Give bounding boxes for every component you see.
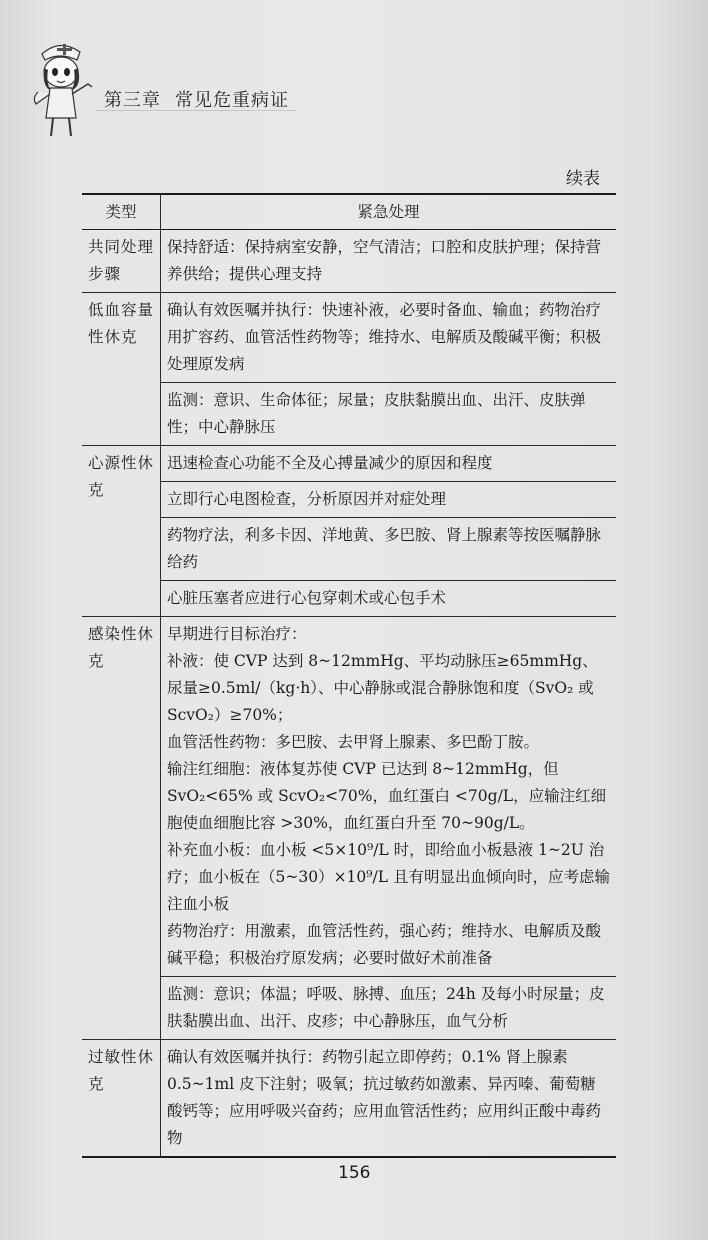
treatment-cell: [161, 293, 617, 383]
type-cell: 共同处理步骤: [82, 230, 161, 293]
treatment-cell: [161, 518, 617, 581]
header-treatment: 紧急处理: [161, 194, 617, 230]
treatment-cell: [161, 383, 617, 446]
treatment-cell: [161, 446, 617, 482]
treatment-text: 输注红细胞：液体复苏使 CVP 已达到 8~12mmHg，但 SvO₂<65% 或 ScvO₂<70%，血红蛋白 <70g/L，应输注红细胞使血细胞比容 >30%，血红蛋白升至 70~90g/L。: [167, 760, 607, 832]
treatment-text: 补充血小板：血小板 <5×10⁹/L 时，即给血小板悬液 1~2U 治疗；血小板在（5~30）×10⁹/L 且有明显出血倾向时，应考虑输注血小板: [167, 841, 610, 913]
table-row: [82, 230, 616, 293]
header-type: 类型: [82, 194, 161, 230]
treatment-text: 早期进行目标治疗：: [167, 625, 307, 643]
table-row: [82, 518, 616, 581]
table-row: [82, 977, 616, 1040]
treatment-cell: [161, 977, 617, 1040]
treatment-text: 确认有效医嘱并执行：快速补液，必要时备血、输血；药物治疗用扩容药、血管活性药物等；维持水、电解质及酸碱平衡；积极处理原发病: [167, 301, 602, 373]
table-row: [82, 446, 616, 482]
treatment-text: 监测：意识；体温；呼吸、脉搏、血压；24h 及每小时尿量；皮肤黏膜出血、出汗、皮疹；中心静脉压，血气分析: [167, 985, 605, 1030]
treatment-text: 药物疗法，利多卡因、洋地黄、多巴胺、肾上腺素等按医嘱静脉给药: [167, 526, 602, 571]
chapter-title: 常见危重病证: [175, 90, 289, 111]
treatment-text: 药物治疗：用激素，血管活性药，强心药；维持水、电解质及酸碱平稳；积极治疗原发病；必要时做好术前准备: [167, 922, 602, 967]
header-rule: [96, 110, 296, 111]
treatment-text: 立即行心电图检查，分析原因并对症处理: [167, 490, 447, 508]
table-row: [82, 383, 616, 446]
treatment-cell: [161, 230, 617, 293]
type-cell: 过敏性休克: [82, 1040, 161, 1158]
treatment-cell: [161, 617, 617, 977]
treatment-text: 迅速检查心功能不全及心搏量减少的原因和程度: [167, 454, 493, 472]
emergency-treatment-table: [82, 193, 616, 1158]
treatment-text: 心脏压塞者应进行心包穿刺术或心包手术: [167, 589, 447, 607]
nurse-mascot-icon: [22, 40, 100, 140]
treatment-text: 补液：使 CVP 达到 8~12mmHg、平均动脉压≥65mmHg、尿量≥0.5ml/（kg·h）、中心静脉或混合静脉饱和度（SvO₂ 或 ScvO₂）≥70%；: [167, 652, 598, 724]
table-row: [82, 293, 616, 383]
chapter-heading: [104, 86, 289, 112]
treatment-cell: [161, 1040, 617, 1158]
treatment-text: 血管活性药物：多巴胺、去甲肾上腺素、多巴酚丁胺。: [167, 733, 540, 751]
treatment-text: 监测：意识、生命体征；尿量；皮肤黏膜出血、出汗、皮肤弹性；中心静脉压: [167, 391, 586, 436]
table-row: [82, 581, 616, 617]
treatment-text: 保持舒适：保持病室安静，空气清洁；口腔和皮肤护理；保持营养供给；提供心理支持: [167, 238, 602, 283]
treatment-cell: [161, 482, 617, 518]
type-cell: 心源性休克: [82, 446, 161, 617]
continued-label: 续表: [566, 169, 600, 189]
treatment-text: 确认有效医嘱并执行：药物引起立即停药；0.1% 肾上腺素 0.5~1ml 皮下注射；吸氧；抗过敏药如激素、异丙嗪、葡萄糖酸钙等；应用呼吸兴奋药；应用血管活性药；应用纠正酸中毒药物: [167, 1048, 602, 1147]
type-cell: 感染性休克: [82, 617, 161, 1040]
table-header-row: [82, 194, 616, 230]
table-row: [82, 1040, 616, 1158]
type-cell: 低血容量性休克: [82, 293, 161, 446]
table-row: [82, 617, 616, 977]
table-row: [82, 482, 616, 518]
treatment-cell: [161, 581, 617, 617]
page-number: 156: [338, 1163, 371, 1183]
chapter-number: 第三章: [104, 90, 161, 111]
